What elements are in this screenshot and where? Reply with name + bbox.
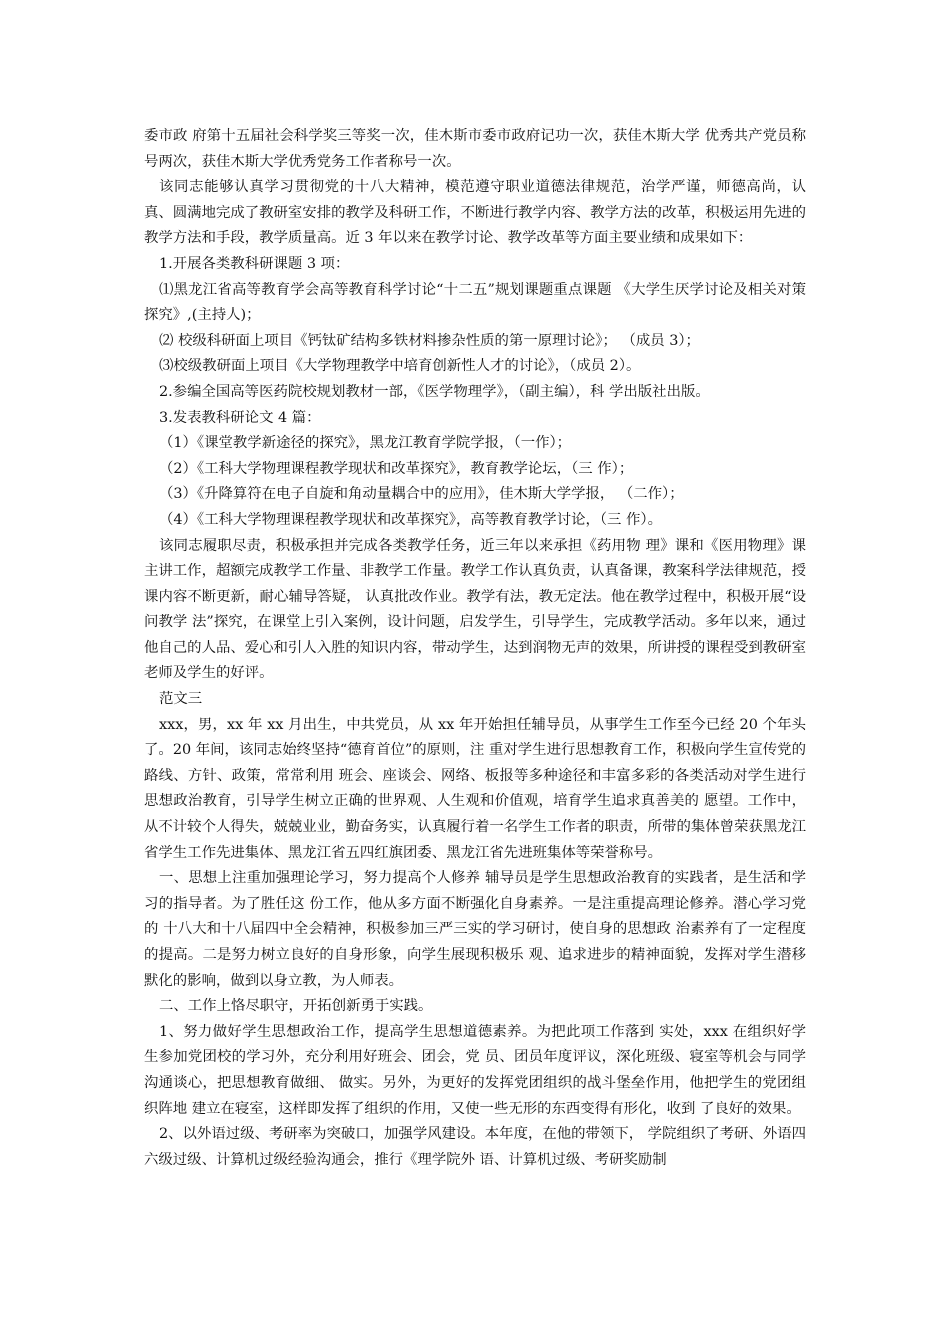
list-item-project-1: ⑴黑龙江省高等教育学会高等教育科学讨论“十二五”规划课题重点课题 《大学生厌学讨论及相关对策探究》,(主持人)； bbox=[144, 281, 806, 324]
paragraph-counselor-intro: xxx，男，xx 年 xx 月出生，中共党员，从 xx 年开始担任辅导员，从事学生工作至今已经 20 个年头了。20 年间，该同志始终坚持“德育首位”的原则，注 重对学生进行思想教育工作，积极向学生宣传党的路线、方针、政策，常常利用 班会、座谈会、网络、板报等多种途径和丰富多彩的各类活动对学生进行思想政治教育，引导学生树立正确的世界观、人生观和价值观，培育学生追求真善美的 愿望。工作中，从不计较个人得失，兢兢业业，勤奋务实，认真履行着一名学生工作者的职责，所带的集体曾荣获黑龙江省学生工作先进集体、黑龙江省五四红旗团委、黑龙江省先进班集体等荣誉称号。 bbox=[144, 716, 806, 861]
list-item-project-3: ⑶校级教研面上项目《大学物理教学中培育创新性人才的讨论》，（成员 2）。 bbox=[159, 358, 641, 375]
paragraph-teaching-intro: 该同志能够认真学习贯彻党的十八大精神，模范遵守职业道德法律规范，治学严谨，师德高尚，认真、圆满地完成了教研室安排的教学及科研工作，不断进行教学内容、教学方法的改革，积极运用先进的教学方法和手段，教学质量高。近 3 年以来在教学讨论、教学改革等方面主要业绩和成果如下： bbox=[144, 179, 806, 247]
paragraph-theory-study: 一、思想上注重加强理论学习，努力提高个人修养 辅导员是学生思想政治教育的实践者，是生活和学习的指导者。为了胜任这 份工作，他从多方面不断强化自身素养。一是注重提高理论修养。潜心学习党的 十八大和十八届四中全会精神，积极参加三严三实的学习研讨，使自身的思想政 治素养有了一定程度的提高。二是努力树立良好的自身形象，向学生展现积极乐 观、追求进步的精神面貌，发挥对学生潜移默化的影响，做到以身立教，为人师表。 bbox=[144, 870, 806, 989]
list-item-paper-2: （2）《工科大学物理课程教学现状和改革探究》，教育教学论坛，（三 作）； bbox=[159, 460, 634, 477]
list-heading-research-projects: 1.开展各类教科研课题 3 项： bbox=[159, 255, 350, 272]
list-item-paper-4: （4）《工科大学物理课程教学现状和改革探究》，高等教育教学讨论，（三 作）。 bbox=[159, 511, 662, 528]
list-heading-papers: 3.发表教科研论文 4 篇： bbox=[159, 409, 321, 426]
section-heading-sample-three: 范文三 bbox=[159, 691, 203, 708]
document-page bbox=[144, 124, 806, 1173]
list-item-project-2: ⑵ 校级科研面上项目《钙钛矿结构多铁材料掺杂性质的第一原理讨论》； （成员 3）； bbox=[159, 332, 700, 349]
paragraph-study-style: 2、以外语过级、考研率为突破口，加强学风建设。本年度，在他的带领下， 学院组织了考研、外语四六级过级、计算机过级经验沟通会，推行《理学院外 语、计算机过级、考研奖励制 bbox=[144, 1126, 806, 1168]
paragraph-political-work: 1、努力做好学生思想政治工作，提高学生思想道德素养。为把此项工作落到 实处，xxx 在组织好学生参加党团校的学习外，充分利用好班会、团会，党 员、团员年度评议，深化班级、寝室等机会与同学沟通谈心，把思想教育做细、 做实。另外，为更好的发挥党团组织的战斗堡垒作用，他把学生的党团组织阵地 建立在寝室，这样即发挥了组织的作用，又使一些无形的东西变得有形化，收到 了良好的效果。 bbox=[144, 1023, 806, 1117]
list-item-paper-1: （1）《课堂教学新途径的探究》，黑龙江教育学院学报，（一作）； bbox=[159, 435, 572, 452]
paragraph-award-continuation: 委市政 府第十五届社会科学奖三等奖一次，佳木斯市委市政府记功一次，获佳木斯大学 优秀共产党员称号两次，获佳木斯大学优秀党务工作者称号一次。 bbox=[144, 128, 806, 170]
paragraph-teaching-duties: 该同志履职尽责，积极承担并完成各类教学任务，近三年以来承担《药用物 理》课和《医用物理》课主讲工作，超额完成教学工作量、非教学工作量。教学工作认真负责，认真备课，教案科学法律规范，授课内容不断更新，耐心辅导答疑， 认真批改作业。教学有法，教无定法。他在教学过程中，积极开展“设问教学 法”探究，在课堂上引入案例，设计问题，启发学生，引导学生，完成教学活动。多年以来，通过他自己的人品、爱心和引人入胜的知识内容，带动学生，达到润物无声的效果，所讲授的课程受到教研室老师及学生的好评。 bbox=[144, 537, 806, 682]
section-heading-work-duties: 二、工作上恪尽职守，开拓创新勇于实践。 bbox=[159, 998, 433, 1015]
list-item-paper-3: （3）《升降算符在电子自旋和角动量耦合中的应用》，佳木斯大学学报， （二作）； bbox=[159, 486, 684, 503]
list-item-textbook: 2.参编全国高等医药院校规划教材一部，《医学物理学》，（副主编），科 学出版社出版。 bbox=[159, 383, 710, 400]
